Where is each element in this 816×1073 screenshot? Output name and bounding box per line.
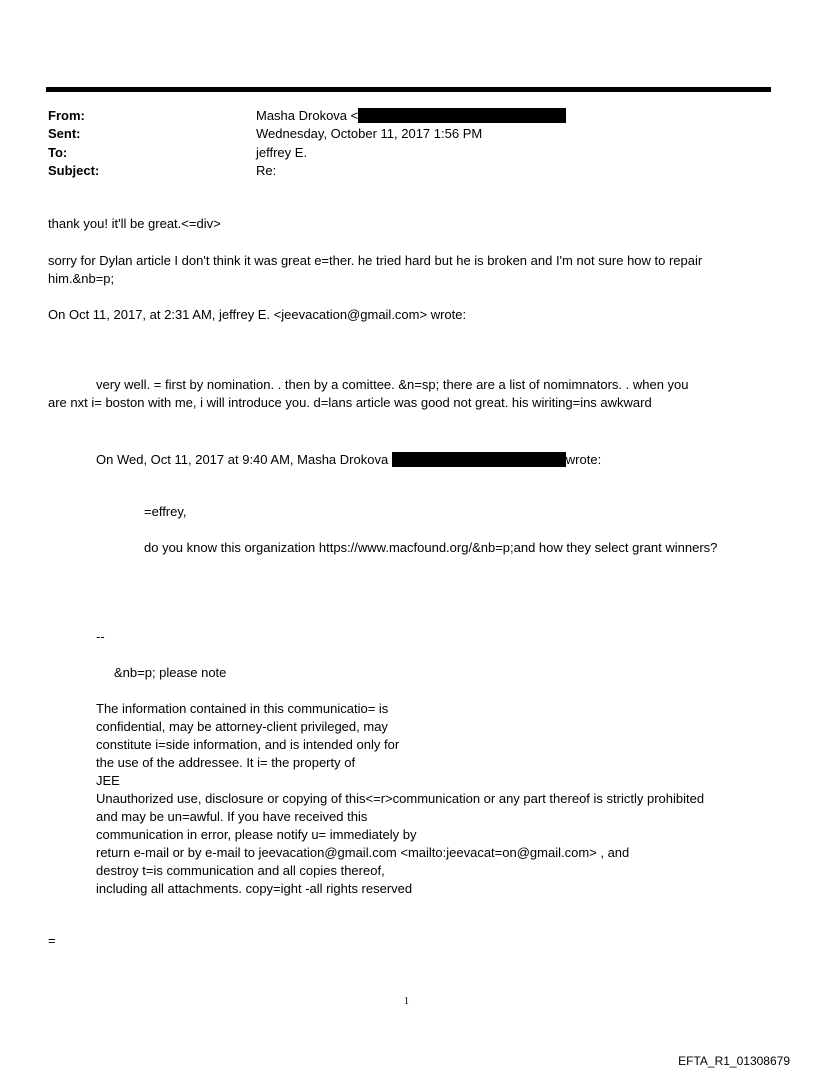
reply-paragraph <box>48 376 689 412</box>
disclaimer-line: destroy t=is communication and all copies thereof, <box>96 863 385 878</box>
signature-dashes: -- <box>96 629 105 644</box>
quote-header-2 <box>96 451 601 469</box>
question-line: do you know this organization https://www.macfound.org/&nb=p;and how they select grant winners? <box>144 540 718 555</box>
body-text-line: him.&nb=p; <box>48 271 115 286</box>
sent-label: Sent: <box>48 126 81 141</box>
disclaimer-line: return e-mail or by e-mail to jeevacation@gmail.com <mailto:jeevacat=on@gmail.com> , and <box>96 845 630 860</box>
body-text-line: very well. = first by nomination. . then by a comittee. &n=sp; there are a list of nomimnators. . when you <box>96 377 689 392</box>
to-label: To: <box>48 145 68 160</box>
body-text-line: sorry for Dylan article I don't think it was great e=ther. he tried hard but he is broken and I'm not sure how to repair <box>48 253 703 268</box>
redaction-bar <box>392 452 566 467</box>
trailing-marker: = <box>48 933 56 948</box>
disclaimer-line: the use of the addressee. It i= the property of <box>96 755 356 770</box>
body-paragraph-dylan <box>48 252 702 288</box>
signature-note: &nb=p; please note <box>114 665 227 680</box>
sent-value: Wednesday, October 11, 2017 1:56 PM <box>256 126 483 141</box>
subject-value: Re: <box>256 163 277 178</box>
disclaimer-line: constitute i=side information, and is intended only for <box>96 737 400 752</box>
body-text-line: are nxt i= boston with me, i will introduce you. d=lans article was good not great. his wiriting=ins awkward <box>48 395 652 410</box>
disclaimer-line: including all attachments. copy=ight -all rights reserved <box>96 881 413 896</box>
disclaimer-line: communication in error, please notify u= immediately by <box>96 827 417 842</box>
disclaimer-line: The information contained in this communicatio= is <box>96 701 389 716</box>
quote-header-2-wrote: wrote: <box>565 452 602 467</box>
disclaimer-line: confidential, may be attorney-client privileged, may <box>96 719 388 734</box>
subject-label: Subject: <box>48 163 100 178</box>
disclaimer-line: Unauthorized use, disclosure or copying of this<=r>communication or any part thereof is strictly prohibited <box>96 791 705 806</box>
disclaimer-block <box>96 700 704 898</box>
quote-header-2-text: On Wed, Oct 11, 2017 at 9:40 AM, Masha Drokova <box>96 452 389 467</box>
redaction-bar <box>358 108 566 123</box>
disclaimer-line: JEE <box>96 773 120 788</box>
body-line-thanks: thank you! it'll be great.<=div> <box>48 216 221 231</box>
page-number: 1 <box>404 996 409 1007</box>
quote-header-1: On Oct 11, 2017, at 2:31 AM, jeffrey E. <jeevacation@gmail.com> wrote: <box>48 307 467 322</box>
from-value <box>256 107 566 125</box>
from-label: From: <box>48 108 85 123</box>
header-rule <box>46 87 771 92</box>
disclaimer-line: and may be un=awful. If you have received this <box>96 809 368 824</box>
document-id: EFTA_R1_01308679 <box>678 1054 790 1068</box>
greeting: =effrey, <box>144 504 187 519</box>
from-sender: Masha Drokova < <box>256 108 359 123</box>
to-value: jeffrey E. <box>256 145 308 160</box>
